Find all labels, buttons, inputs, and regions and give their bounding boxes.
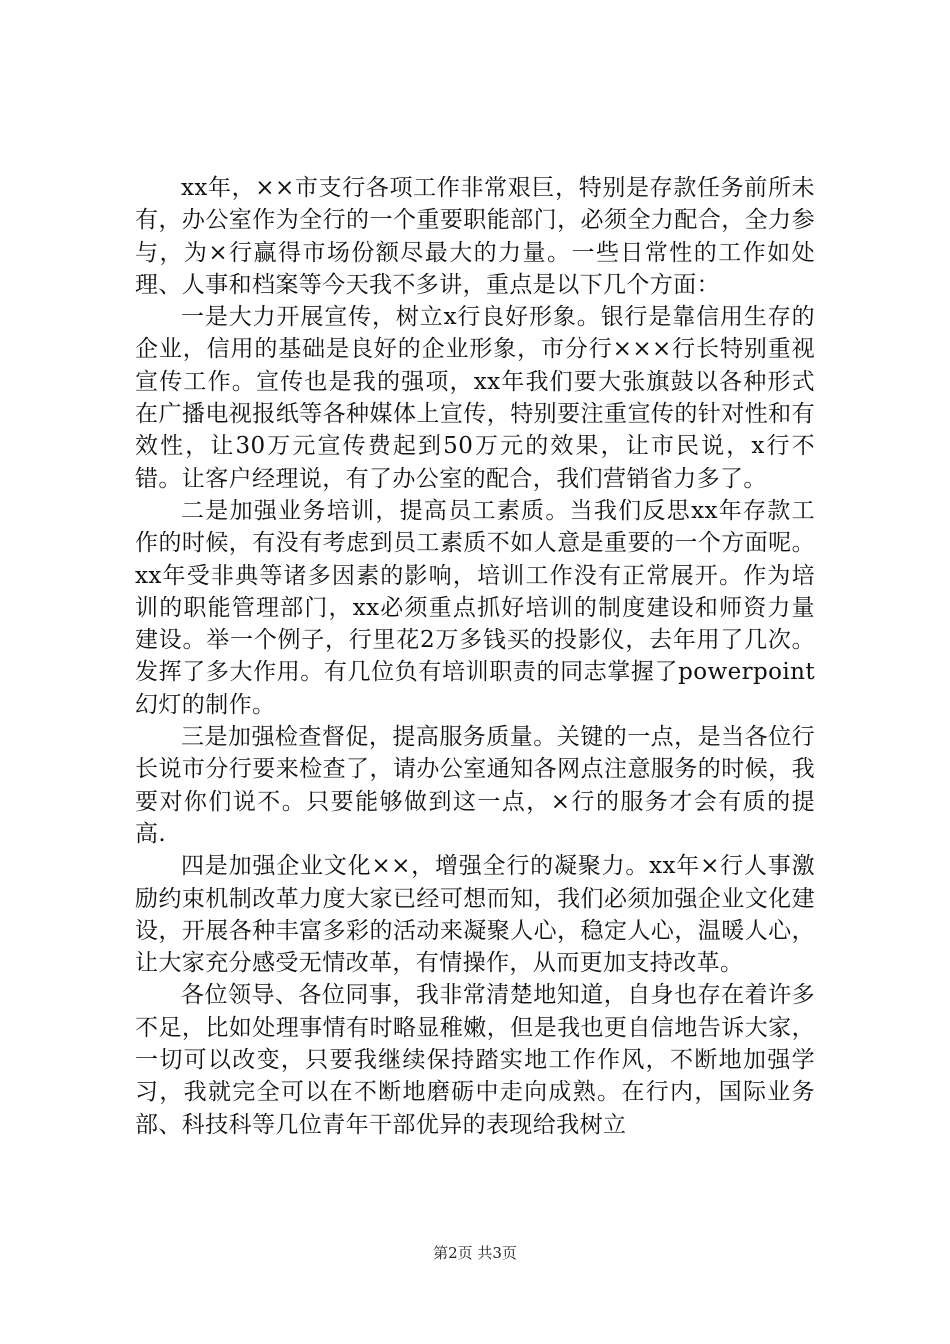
paragraph-intro: xx年，××市支行各项工作非常艰巨，特别是存款任务前所未有，办公室作为全行的一个重要职能部门，必须全力配合，全力参与，为×行赢得市场份额尽最大的力量。一些日常性的工作如处理、人事和档案等今天我不多讲，重点是以下几个方面： <box>135 175 815 298</box>
paragraph-point-1-publicity: 一是大力开展宣传，树立x行良好形象。银行是靠信用生存的企业，信用的基础是良好的企业形象，市分行×××行长特别重视宣传工作。宣传也是我的强项，xx年我们要大张旗鼓以各种形式在广播电视报纸等各种媒体上宣传，特别要注重宣传的针对性和有效性，让30万元宣传费起到50万元的效果，让市民说，x行不错。让客户经理说，有了办公室的配合，我们营销省力多了。 <box>135 304 815 492</box>
paragraph-point-3-inspection: 三是加强检查督促，提高服务质量。关键的一点，是当各位行长说市分行要来检查了，请办公室通知各网点注意服务的时候，我要对你们说不。只要能够做到这一点，×行的服务才会有质的提高. <box>135 724 815 847</box>
paragraph-point-4-culture: 四是加强企业文化××，增强全行的凝聚力。xx年×行人事激励约束机制改革力度大家已经可想而知，我们必须加强企业文化建设，开展各种丰富多彩的活动来凝聚人心，稳定人心，温暖人心，让大家充分感受无情改革，有情操作，从而更加支持改革。 <box>135 853 815 977</box>
page-number-footer: 第2页 共3页 <box>433 1244 517 1262</box>
paragraph-point-2-training: 二是加强业务培训，提高员工素质。当我们反思xx年存款工作的时候，有没有考虑到员工素质不如人意是重要的一个方面呢。xx年受非典等诸多因素的影响，培训工作没有正常展开。作为培训的职能管理部门，xx必须重点抓好培训的制度建设和师资力量建设。举一个例子，行里花2万多钱买的投影仪，去年用了几次。发挥了多大作用。有几位负有培训职责的同志掌握了powerpoint幻灯的制作。 <box>135 497 815 718</box>
document-body <box>135 172 815 1141</box>
paragraph-closing: 各位领导、各位同事，我非常清楚地知道，自身也存在着许多不足，比如处理事情有时略显稚嫩，但是我也更自信地告诉大家，一切可以改变，只要我继续保持踏实地工作作风，不断地加强学习，我就完全可以在不断地磨砺中走向成熟。在行内，国际业务部、科技科等几位青年干部优异的表现给我树立 <box>135 982 815 1138</box>
